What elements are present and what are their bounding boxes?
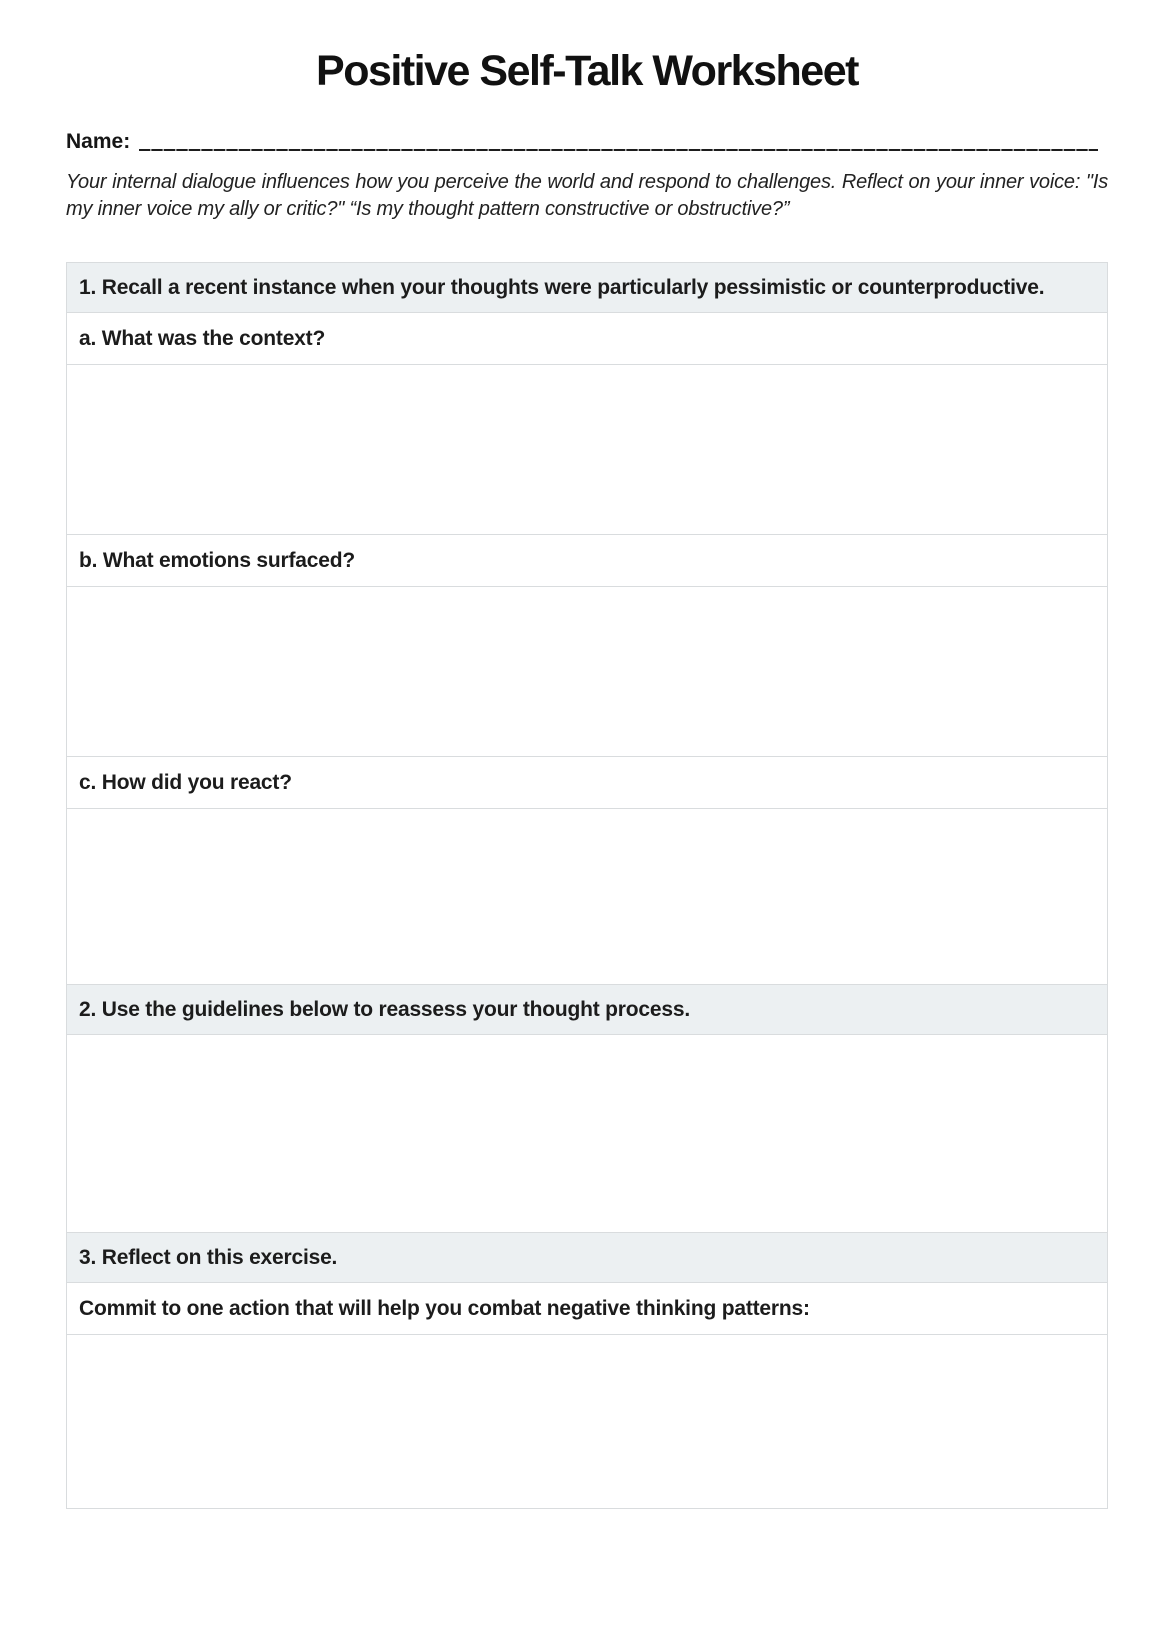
question-label: c. How did you react? bbox=[67, 756, 1107, 808]
answer-box[interactable] bbox=[67, 808, 1107, 984]
answer-box[interactable] bbox=[67, 364, 1107, 534]
intro-text: Your internal dialogue influences how you perceive the world and respond to challenges. Reflect on your inner voice: "Is my inner voice my ally or critic?" “Is my thought pattern constructive or obstructive?” bbox=[66, 171, 1108, 220]
answer-box[interactable] bbox=[67, 1034, 1107, 1232]
section-header: 3. Reflect on this exercise. bbox=[67, 1232, 1107, 1282]
answer-box[interactable] bbox=[67, 586, 1107, 756]
worksheet-table bbox=[66, 262, 1108, 1509]
question-label: a. What was the context? bbox=[67, 312, 1107, 364]
section-header: 2. Use the guidelines below to reassess your thought process. bbox=[67, 984, 1107, 1034]
answer-box[interactable] bbox=[67, 1334, 1107, 1508]
section-header: 1. Recall a recent instance when your thoughts were particularly pessimistic or counterproductive. bbox=[67, 263, 1107, 312]
name-fill-line[interactable] bbox=[139, 149, 1098, 151]
question-label: Commit to one action that will help you combat negative thinking patterns: bbox=[67, 1282, 1107, 1334]
question-label: b. What emotions surfaced? bbox=[67, 534, 1107, 586]
page-title: Positive Self-Talk Worksheet bbox=[316, 47, 858, 95]
name-row bbox=[66, 130, 1108, 154]
name-label: Name: bbox=[66, 130, 131, 153]
